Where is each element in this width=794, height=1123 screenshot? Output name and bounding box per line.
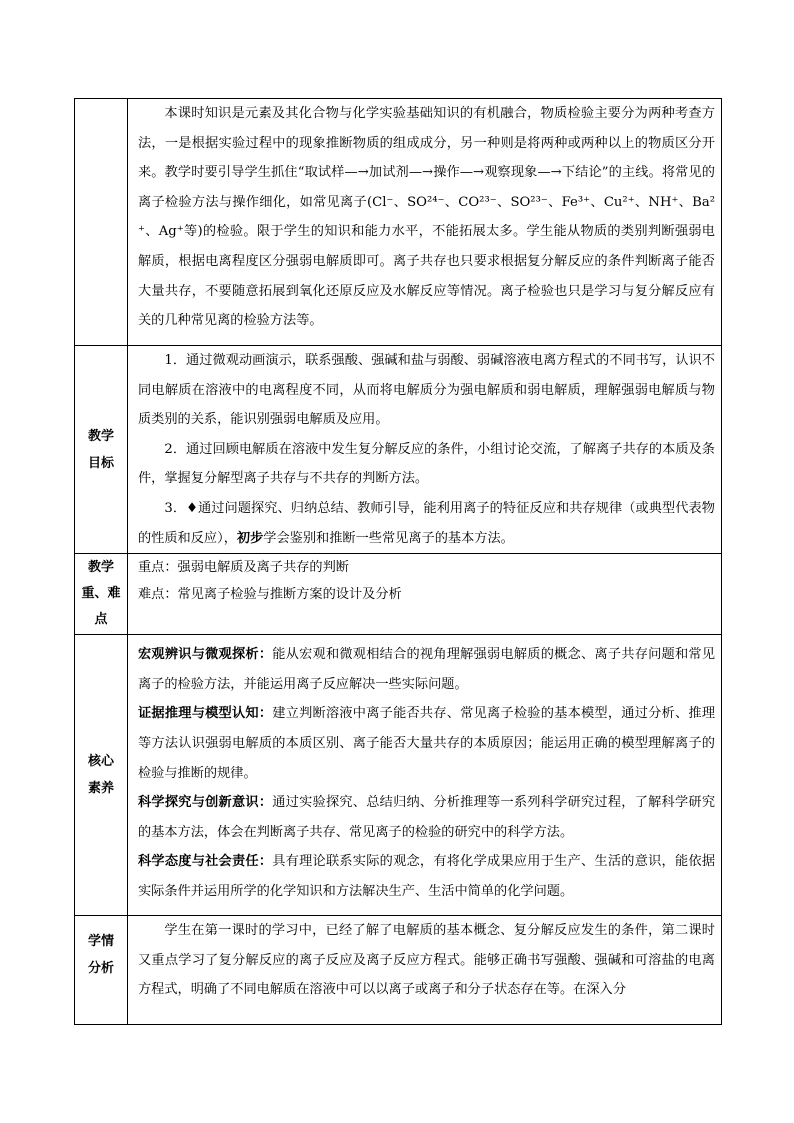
objectives-label (75, 346, 128, 554)
competency-item (138, 847, 715, 906)
difficult-point-text: 难点：常见离子检验与推断方案的设计及分析 (138, 587, 402, 603)
label-line: 分析 (87, 961, 114, 977)
label-line: 点 (94, 612, 108, 628)
learner-analysis-text: 学生在第一课时的学习中，已经了解了电解质的基本概念、复分解反应发生的条件，第二课时又重点学习了复分解反应的离子反应及离子反应方程式。能够正确书写强酸、强碱和可溶盐的电离方程式，明确了不同电解质在溶液中可以以离子或离子和分子状态存在等。在深入分 (138, 923, 715, 998)
key-points-cell (128, 554, 722, 635)
objective-item-3-text: 3．♦通过问题探究、归纳总结、教师引导，能利用离子的特征反应和共存规律（或典型代表物的性质和反应），初步学会鉴别和推断一些常见离子的基本方法。 (138, 500, 715, 546)
label-line: 素养 (87, 781, 114, 797)
objective-item-1: 1．通过微观动画演示，联系强酸、强碱和盐与弱酸、弱碱溶液电离方程式的不同书写，认识不同电解质在溶液中的电离程度不同，从而将电解质分为强电解质和弱电解质，理解强弱电解质与物质类别的关系，能识别强弱电解质及应用。 (138, 353, 715, 428)
competency-title: 科学态度与社会责任： (138, 854, 273, 870)
teaching-analysis-text: 本课时知识是元素及其化合物与化学实验基础知识的有机融合，物质检验主要分为两种考查方法，一是根据实验过程中的现象推断物质的组成成分，另一种则是将两种或两种以上的物质区分开来。教学时要引导学生抓住“取试样—→加试剂—→操作—→观察现象—→下结论”的主线。将常见的离子检验方法与操作细化，如常见离子(Cl⁻、SO²⁴⁻、CO²³⁻、SO²³⁻、Fe³⁺、Cu²⁺、NH⁺、Ba²⁺、Ag⁺等)的检验。限于学生的知识和能力水平，不能拓展太多。学生能从物质的类别判断强弱电解质，根据电离程度区分强弱电解质即可。离子共存也只要求根据复分解反应的条件判断离子能否大量共存，不要随意拓展到氧化还原反应及水解反应等情况。离子检验也只是学习与复分解反应有关的几种常见离的检验方法等。 (138, 106, 715, 329)
competency-item (138, 788, 715, 847)
objective-item-2: 2．通过回顾电解质在溶液中发生复分解反应的条件，小组讨论交流，了解离子共存的本质及条件，掌握复分解型离子共存与不共存的判断方法。 (138, 441, 715, 487)
lesson-plan-table (74, 98, 722, 1025)
label-line: 教学 (87, 428, 114, 444)
competency-text: 建立判断溶液中离子能否共存、常见离子检验的基本模型，通过分析、推理等方法认识强弱电解质的本质区别、离子能否大量共存的本质原因；能运用正确的模型理解离子的检验与推断的规律。 (138, 706, 716, 781)
row-label-empty (75, 99, 128, 346)
competencies-cell (128, 635, 722, 916)
label-line: 核心 (87, 754, 114, 770)
objective-emphasis: 初步 (236, 530, 264, 546)
competency-text: 具有理论联系实际的观念，有将化学成果应用于生产、生活的意识，能依据实际条件并运用所学的化学知识和方法解决生产、生活中简单的化学问题。 (138, 854, 716, 899)
row-key-difficult-points (75, 554, 722, 635)
competency-title: 科学探究与创新意识： (138, 795, 273, 811)
label-line: 重、难 (81, 586, 121, 602)
label-line: 目标 (87, 455, 114, 471)
competency-text: 能从宏观和微观相结合的视角理解强弱电解质的概念、离子共存问题和常见离子的检验方法，并能运用离子反应解决一些实际问题。 (138, 647, 716, 692)
teaching-analysis-cell (128, 99, 722, 346)
key-point-text: 重点：强弱电解质及离子共存的判断 (138, 560, 349, 576)
objectives-cell (128, 346, 722, 554)
objective-item-3 (138, 494, 715, 553)
learner-analysis-label (75, 916, 128, 1025)
competency-text: 通过实验探究、总结归纳、分析推理等一系列科学研究过程，了解科学研究的基本方法，体会在判断离子共存、常见离子的检验的研究中的科学方法。 (138, 795, 716, 840)
key-points-label (75, 554, 128, 635)
competency-item (138, 640, 715, 699)
row-core-competencies (75, 635, 722, 916)
row-learner-analysis (75, 916, 722, 1025)
row-teaching-objectives (75, 346, 722, 554)
competencies-label (75, 635, 128, 916)
competency-title: 证据推理与模型认知： (138, 706, 273, 722)
label-line: 教学 (87, 560, 114, 576)
learner-analysis-cell (128, 916, 722, 1025)
label-line: 学情 (87, 934, 114, 950)
competency-title: 宏观辨识与微观探析： (138, 647, 273, 663)
competency-item (138, 699, 715, 788)
row-teaching-analysis (75, 99, 722, 346)
